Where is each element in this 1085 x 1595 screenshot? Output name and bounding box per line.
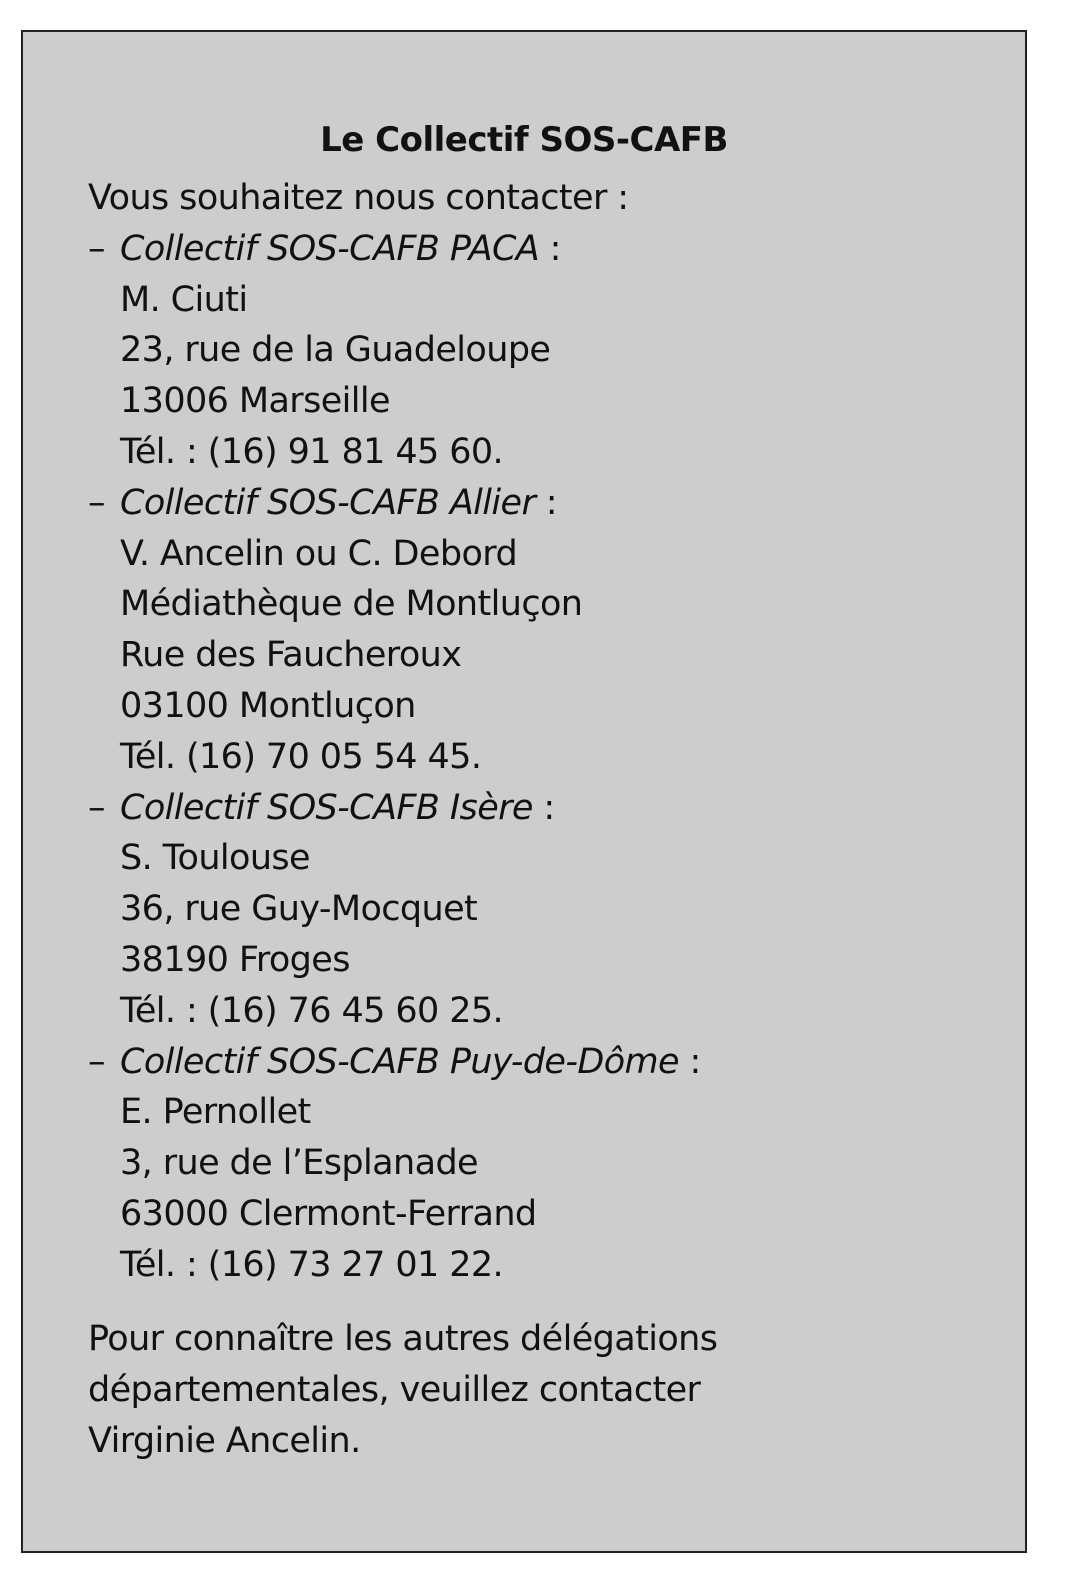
entry-dash: –	[88, 482, 105, 523]
entry-colon: :	[679, 1041, 701, 1082]
entry-line: 03100 Montluçon	[120, 685, 416, 726]
entry-name: Collectif SOS-CAFB PACA	[120, 228, 540, 269]
entry-line: 23, rue de la Guadeloupe	[120, 330, 551, 371]
entry-line: Médiathèque de Montluçon	[120, 584, 583, 625]
entry-colon: :	[539, 228, 561, 269]
entry-dash: –	[88, 1041, 105, 1082]
footer-note	[88, 1314, 988, 1466]
entry-name: Collectif SOS-CAFB Puy-de-Dôme	[120, 1041, 679, 1082]
entry-line: 36, rue Guy-Mocquet	[120, 889, 478, 930]
entry-line: E. Pernollet	[120, 1092, 311, 1133]
entry-line: Tél. : (16) 76 45 60 25.	[120, 990, 504, 1031]
entry-line: M. Ciuti	[120, 279, 248, 320]
entry-heading	[88, 478, 988, 529]
footer-line: départementales, veuillez contacter	[88, 1369, 701, 1410]
entry-line: 13006 Marseille	[120, 381, 390, 422]
entry-name: Collectif SOS-CAFB Allier	[120, 482, 536, 523]
entry-colon: :	[532, 787, 555, 828]
entry-line: Rue des Faucheroux	[120, 635, 462, 676]
entry-heading	[88, 224, 988, 275]
entry-line: Tél. : (16) 91 81 45 60.	[120, 431, 504, 472]
entry-heading	[88, 1037, 988, 1088]
footer-line: Pour connaître les autres délégations	[88, 1319, 718, 1359]
entry-line: 3, rue de l’Esplanade	[120, 1143, 478, 1184]
entry-line: Tél. : (16) 73 27 01 22.	[120, 1244, 504, 1285]
entry-colon: :	[535, 482, 557, 523]
entry-line: V. Ancelin ou C. Debord	[120, 533, 518, 574]
entry-name: Collectif SOS-CAFB Isère	[120, 787, 533, 828]
box-title: Le Collectif SOS-CAFB	[320, 120, 728, 160]
entry-line: 38190 Froges	[120, 939, 350, 980]
entry-line: S. Toulouse	[120, 838, 310, 879]
entry-dash: –	[88, 787, 105, 828]
entry-line: 63000 Clermont-Ferrand	[120, 1193, 537, 1234]
entry-heading	[88, 783, 988, 834]
entry-dash: –	[88, 228, 105, 269]
contact-list	[88, 173, 988, 1291]
footer-line: Virginie Ancelin.	[88, 1420, 361, 1461]
entry-line: Tél. (16) 70 05 54 45.	[120, 736, 482, 777]
intro-text: Vous souhaitez nous contacter :	[88, 178, 629, 218]
